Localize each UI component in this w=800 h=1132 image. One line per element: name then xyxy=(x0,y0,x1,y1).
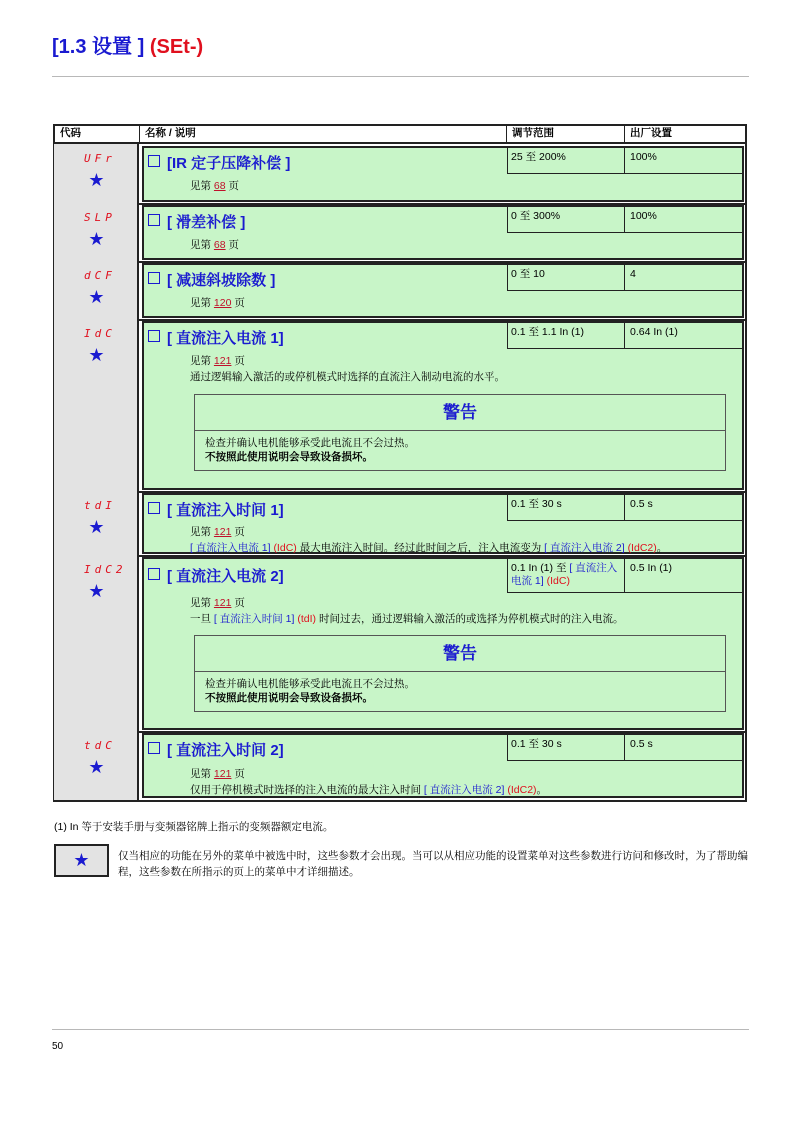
see-page: 见第 121 页 xyxy=(190,597,245,609)
see-page: 见第 121 页 xyxy=(190,355,245,367)
factory-setting: 100% xyxy=(625,205,742,233)
page-link[interactable]: 121 xyxy=(213,768,232,780)
description-text: 仅用于停机模式时选择的注入电流的最大注入时间 [ 直流注入电流 2] (IdC2)。 xyxy=(190,784,548,796)
factory-setting: 4 xyxy=(625,263,742,291)
warning-title: 警告 xyxy=(195,395,725,431)
adjustment-range: 0.1 至 1.1 In (1) xyxy=(507,321,625,349)
factory-setting: 0.5 s xyxy=(625,733,742,761)
parameter-name: [ 直流注入电流 2] xyxy=(148,565,284,586)
warning-body: 检查并确认电机能够承受此电流且不会过热。 不按照此使用说明会导致设备损坏。 xyxy=(205,437,415,463)
warning-title: 警告 xyxy=(195,636,725,672)
see-page: 见第 120 页 xyxy=(190,297,245,309)
table-row xyxy=(54,144,746,204)
code-cell xyxy=(54,319,139,492)
page-number: 50 xyxy=(52,1041,64,1052)
factory-setting: 100% xyxy=(625,146,742,174)
star-icon: ★ xyxy=(88,170,105,190)
checkbox-icon xyxy=(148,330,160,342)
description xyxy=(190,766,547,798)
code-cell xyxy=(54,555,139,732)
table-row xyxy=(54,319,746,492)
star-icon: ★ xyxy=(88,229,105,249)
table-row xyxy=(54,203,746,262)
description xyxy=(190,524,667,556)
table-row xyxy=(54,491,746,556)
legend-text: 仅当相应的功能在另外的菜单中被选中时，这些参数才会出现。当可以从相应功能的设置菜单对这些参数进行访问和修改时，为了帮助编程，这些参数在所指示的页上的菜单中才详细描述。 xyxy=(118,850,748,878)
parameter-name: [ 减速斜坡除数 ] xyxy=(148,269,275,290)
factory-setting: 0.5 In (1) xyxy=(625,557,742,593)
description-text: [ 直流注入电流 1] (IdC) 最大电流注入时间。经过此时间之后，注入电流变为 [ 直流注入电流 2] (IdC2)。 xyxy=(190,542,668,554)
factory-setting: 0.64 In (1) xyxy=(625,321,742,349)
table-row xyxy=(54,731,746,800)
adjustment-range: 25 至 200% xyxy=(507,146,625,174)
footnote: (1) In 等于安装手册与变频器铭牌上指示的变频器额定电流。 xyxy=(54,821,334,833)
section-code: (SEt-) xyxy=(149,36,204,58)
checkbox-icon xyxy=(148,272,160,284)
parameter-code: IdC xyxy=(84,327,116,340)
section-title: [1.3 设置 ] xyxy=(52,36,145,58)
star-icon: ★ xyxy=(88,581,105,601)
parameter-code: tdC xyxy=(84,739,116,752)
parameter-code: tdI xyxy=(84,499,116,512)
adjustment-range: 0 至 300% xyxy=(507,205,625,233)
table-row xyxy=(54,555,746,732)
see-page: 见第 121 页 xyxy=(190,526,245,538)
description-text: 一旦 [ 直流注入时间 1] (tdI) 时间过去，通过逻辑输入激活的或选择为停机模式时的注入电流。 xyxy=(190,613,624,625)
adjustment-range: 0.1 至 30 s xyxy=(507,733,625,761)
star-icon: ★ xyxy=(54,844,109,877)
page-link[interactable]: 121 xyxy=(213,355,232,367)
parameter-code: dCF xyxy=(84,269,116,282)
warning-box xyxy=(194,635,726,712)
code-cell xyxy=(54,203,139,262)
page-title xyxy=(52,30,203,59)
bottom-divider xyxy=(52,1029,749,1030)
page-link[interactable]: 120 xyxy=(213,297,232,309)
page-link[interactable]: 68 xyxy=(213,239,226,251)
star-icon: ★ xyxy=(88,517,105,537)
parameter-name: [ 直流注入时间 2] xyxy=(148,739,284,760)
checkbox-icon xyxy=(148,568,160,580)
parameter-name: [ 直流注入时间 1] xyxy=(148,499,284,520)
checkbox-icon xyxy=(148,742,160,754)
page-link[interactable]: 68 xyxy=(213,180,226,192)
star-icon: ★ xyxy=(88,757,105,777)
description-text: 通过逻辑输入激活的或停机模式时选择的直流注入制动电流的水平。 xyxy=(190,371,505,383)
column-header-range: 调节范围 xyxy=(507,125,625,142)
see-page: 见第 68 页 xyxy=(190,239,240,251)
page-link[interactable]: 121 xyxy=(213,526,232,538)
code-cell xyxy=(54,261,139,320)
adjustment-range: 0 至 10 xyxy=(507,263,625,291)
top-divider xyxy=(52,76,749,77)
see-page: 见第 68 页 xyxy=(190,180,240,192)
star-icon: ★ xyxy=(88,345,105,365)
column-header-code: 代码 xyxy=(55,125,140,142)
parameter-name: [ 直流注入电流 1] xyxy=(148,327,284,348)
adjustment-range: 0.1 至 30 s xyxy=(507,493,625,521)
checkbox-icon xyxy=(148,214,160,226)
column-header-name: 名称 / 说明 xyxy=(140,125,507,142)
star-icon: ★ xyxy=(88,287,105,307)
checkbox-icon xyxy=(148,155,160,167)
description xyxy=(190,353,505,385)
parameter-name: [IR 定子压降补偿 ] xyxy=(148,152,290,173)
see-page: 见第 121 页 xyxy=(190,768,245,780)
warning-box xyxy=(194,394,726,471)
checkbox-icon xyxy=(148,502,160,514)
table-row xyxy=(54,261,746,320)
code-cell xyxy=(54,731,139,800)
page-link[interactable]: 121 xyxy=(213,597,232,609)
code-cell xyxy=(54,144,139,204)
code-cell xyxy=(54,491,139,556)
warning-body: 检查并确认电机能够承受此电流且不会过热。 不按照此使用说明会导致设备损坏。 xyxy=(205,678,415,704)
column-header-factory: 出厂设置 xyxy=(630,127,672,139)
description xyxy=(190,595,623,627)
parameter-name: [ 滑差补偿 ] xyxy=(148,211,245,232)
parameter-code: SLP xyxy=(84,211,116,224)
parameter-code: UFr xyxy=(84,152,116,165)
parameter-code: IdC2 xyxy=(84,563,127,576)
adjustment-range: 0.1 In (1) 至 [ 直流注入 电流 1] (IdC) xyxy=(507,557,625,593)
factory-setting: 0.5 s xyxy=(625,493,742,521)
